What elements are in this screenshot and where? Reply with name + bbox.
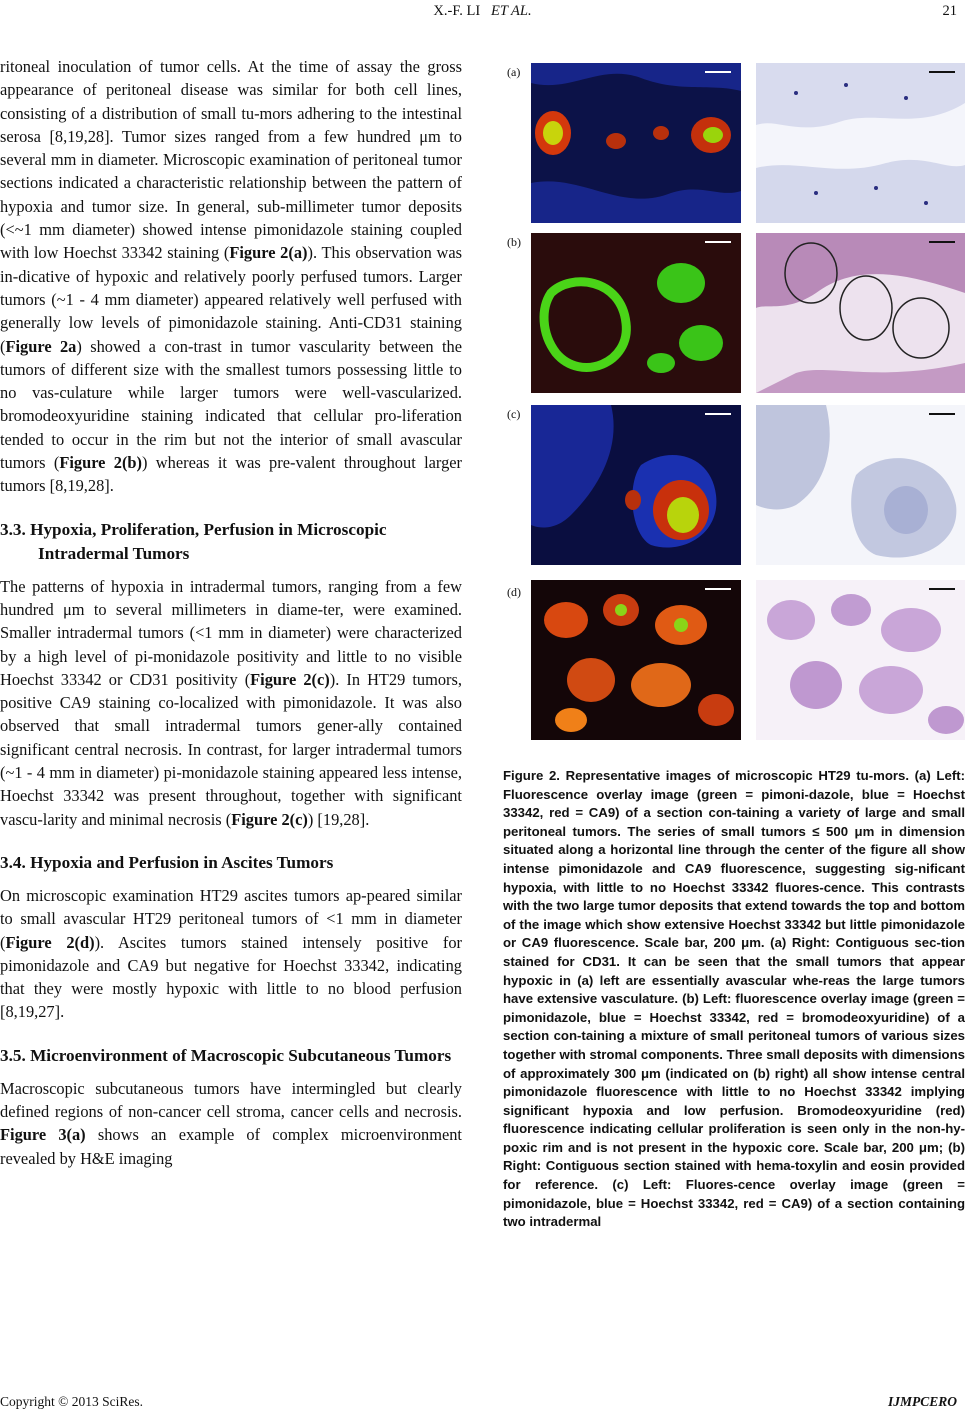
left-column bbox=[0, 55, 462, 1170]
cd31-image-a-art bbox=[756, 63, 965, 223]
scale-bar bbox=[929, 241, 955, 243]
body-paragraph: The patterns of hypoxia in intradermal tumors, ranging from a few hundred μm to several millimeters in diame-ter, were examined. Smaller intradermal tumors (<1 mm in diameter) were characterized by a high level of pi-monidazole positivity and little to no visible Hoechst 33342 or CD31 positivity (Figure 2(c)). In HT29 tumors, positive CA9 staining co-localized with pimonidazole. It was also observed that small intradermal tumors gener-ally contained significant central necrosis. In contrast, for larger intradermal tumors (~1 - 4 mm in diameter) pi-monidazole staining appeared less intense, Hoechst 33342 was present throughout, together with significant vascu-larity and minimal necrosis (Figure 2(c)) [19,28]. bbox=[0, 576, 462, 829]
scale-bar bbox=[929, 413, 955, 415]
panel-label-b: (b) bbox=[507, 235, 521, 249]
he-image-b bbox=[756, 233, 965, 393]
body-paragraph: Macroscopic subcutaneous tumors have intermingled but clearly defined regions of non-cancer cell stroma, cancer cells and necrosis. Figure 3(a) shows an example of complex microenvironment revealed by H&E imaging bbox=[0, 1078, 462, 1168]
running-title: X.-F. LI ET AL. bbox=[433, 3, 532, 19]
right-column bbox=[503, 55, 965, 1232]
cd31-image-a bbox=[756, 63, 965, 223]
fluorescence-image-c bbox=[531, 405, 741, 565]
journal-name: IJMPCERO bbox=[887, 1394, 957, 1409]
he-image-d-art bbox=[756, 580, 965, 740]
cd31-image-c-art bbox=[756, 405, 965, 565]
body-paragraph: On microscopic examination HT29 ascites tumors ap-peared similar to small avascular HT29 peritoneal tumors of <1 mm in diameter (Figure 2(d)). Ascites tumors stained intensely positive for pimonidazole and CA9 but negative for Hoechst 33342, indicating that they were mostly hypoxic with little to no blood perfusion [8,19,27]. bbox=[0, 885, 462, 1022]
cd31-image-c bbox=[756, 405, 965, 565]
he-image-b-art bbox=[756, 233, 965, 393]
fluorescence-image-c-art bbox=[531, 405, 741, 565]
scale-bar bbox=[705, 71, 731, 73]
scale-bar bbox=[705, 241, 731, 243]
he-image-d bbox=[756, 580, 965, 740]
fluorescence-image-a-art bbox=[531, 63, 741, 223]
fluorescence-image-a bbox=[531, 63, 741, 223]
scale-bar bbox=[929, 71, 955, 73]
figure-caption: Figure 2. Representative images of microscopic HT29 tu-mors. (a) Left: Fluorescence overlay image (green = pimoni-dazole, blue = Hoechst 33342, red = CA9) of a section con-taining a variety of large and small peritoneal tumors. The series of small tumors ≤ 500 μm in dimension situated along a horizontal line through the center of the figure all show intense pimonidazole and CA9 fluorescence, suggesting sig-nificant hypoxia, with little to no Hoechst 33342 fluores-cence. This contrasts with the two large tumor deposits that extend towards the top and bottom of the image which show extensive Hoechst 33342 but little pimonidazole or CA9 fluorescence. Scale bar, 200 μm. (a) Right: Contiguous sec-tion stained for CD31. It can be seen that the small tumors that appear hypoxic in (a) left are essentially avascular whe-reas the large tumors have extensive vasculature. (b) Left: fluorescence overlay image (green = pimonidazole, blue = Hoechst 33342, red = bromodeoxyuridine) of a section con-taining a mixture of small peritoneal tumors of various sizes together with stromal components. Three small deposits with dimensions of approximately 300 μm (indicated on (b) right) all show intense central pimonidazole fluorescence with little to no Hoechst 33342 implying significant hypoxia and low perfusion. Bromodeoxyuridine (red) fluorescence indicating cellular proliferation is seen only in the non-hy-poxic rim and is not present in the hypoxic core. Scale bar, 200 μm; (b) Right: Contiguous section stained with hema-toxylin and eosin provided for reference. (c) Left: Fluores-cence overlay image (green = pimonidazole, blue = Hoechst 33342, red = CA9) of a section containing two intradermal bbox=[503, 768, 965, 1230]
panel-label-d: (d) bbox=[507, 585, 521, 599]
page-number: 21 bbox=[942, 3, 957, 19]
fluorescence-image-d bbox=[531, 580, 741, 740]
figure-2 bbox=[503, 55, 965, 745]
body-paragraph: ritoneal inoculation of tumor cells. At the time of assay the gross appearance of peritoneal disease was similar for both cell lines, consisting of a distribution of small tu-mors adhering to the intestinal serosa [8,19,28]. Tumor sizes ranged from a few hundred μm to several mm in diameter. Microscopic examination of peritoneal tumor sections indicated a characteristic relationship between the pattern of hypoxia and tumor size. In general, sub-millimeter tumor deposits (<~1 mm diameter) showed intense pimonidazole staining coupled with low Hoechst 33342 staining (Figure 2(a)). This observation was in-dicative of hypoxic and relatively poorly perfused tumors. Larger tumors (~1 - 4 mm diameter) appeared relatively well perfused with generally low levels of pimonidazole staining. Anti-CD31 staining (Figure 2a) showed a con-trast in tumor vascularity between the tumors of different size with the smallest tumors possessing little to no vas-culature while larger tumors were well-vascularized. bromodeoxyuridine staining indicated that cellular pro-liferation tended to occur in the rim but not the interior of small avascular tumors (Figure 2(b)) whereas it was pre-valent throughout larger tumors [8,19,28]. bbox=[0, 57, 462, 496]
section-heading-3-4: 3.4. Hypoxia and Perfusion in Ascites Tumors bbox=[0, 852, 334, 872]
scale-bar bbox=[705, 413, 731, 415]
panel-label-c: (c) bbox=[507, 407, 521, 421]
fluorescence-image-b bbox=[531, 233, 741, 393]
copyright: Copyright © 2013 SciRes. bbox=[0, 1394, 144, 1409]
page-header bbox=[0, 0, 965, 28]
scale-bar bbox=[929, 588, 955, 590]
fluorescence-image-b-art bbox=[531, 233, 741, 393]
fluorescence-image-d-art bbox=[531, 580, 741, 740]
section-heading-3-3: 3.3. Hypoxia, Proliferation, Perfusion in Microscopic Intradermal Tumors bbox=[0, 519, 387, 563]
scale-bar bbox=[705, 588, 731, 590]
panel-label-a: (a) bbox=[507, 65, 521, 79]
section-heading-3-5: 3.5. Microenvironment of Macroscopic Subcutaneous Tumors bbox=[0, 1045, 452, 1065]
